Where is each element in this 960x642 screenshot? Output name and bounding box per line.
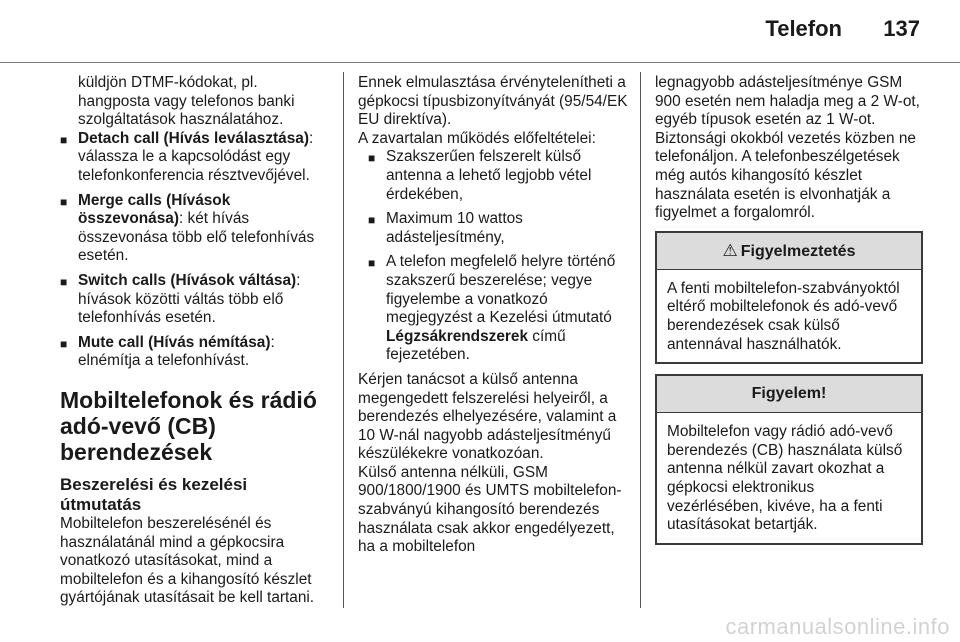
sub-heading: Beszerelési és kezelési útmutatás (60, 474, 248, 514)
bullet-icon: ■ (368, 151, 376, 166)
caution-text: Mobiltelefon vagy rádió adó-vevő berendezés (CB) használata külső antenna nélkül zavart okozhat a gépkocsi elektronikus vezérlésében, kivéve, ha a fenti utasításokat betartják. (667, 423, 903, 534)
list-item-power (368, 210, 628, 247)
warning-title: Figyelmeztetés (740, 242, 856, 260)
term-mute: Mute call (Hívás némítása) (78, 333, 271, 351)
bullet-text: A telefon megfelelő helyre történő szakszerű beszerelése; vegye figyelembe a vonatkozó megjegyzést a Kezelési útmutató (386, 253, 616, 327)
bullet-icon: ■ (60, 336, 68, 351)
desc-merge: : két hívás összevonása több elő telefonhívás esetén. (78, 210, 315, 265)
bullet-text: Szakszerűen felszerelt külső antenna a lehető legjobb vétel érdekében, (386, 148, 592, 203)
paragraph-4: Külső antenna nélküli, GSM 900/1800/1900 és UMTS mobiltelefon-szabványú kihangosító berendezés használata csak akkor engedélyezett, ha a mobiltelefon (358, 463, 622, 556)
header-rule (0, 62, 960, 63)
warning-header (657, 233, 921, 270)
bullet-icon: ■ (368, 213, 376, 228)
page-number: 137 (883, 16, 920, 41)
list-item-switch (60, 272, 332, 328)
caution-title: Figyelem! (657, 376, 921, 413)
bullet-icon: ■ (368, 256, 376, 271)
desc-detach: : válassza le a kapcsolódást egy telefonkonferencia résztvevőjével. (78, 129, 314, 184)
paragraph-1: Ennek elmulasztása érvénytelenítheti a gépkocsi típusbizonyítványát (95/54/EK EU direktíva). (358, 74, 628, 129)
bullet-text-end: című fejezetében. (386, 327, 566, 364)
bullet-icon: ■ (60, 274, 68, 289)
desc-mute: : elnémítja a telefonhívást. (78, 333, 275, 370)
caution-box (655, 374, 923, 545)
intro-text: küldjön DTMF-kódokat, pl. hangposta vagy telefonos banki szolgáltatások használatához. (78, 74, 295, 129)
section-title: Telefon (765, 16, 842, 41)
warning-triangle-icon: ⚠ (722, 240, 738, 260)
column-1 (60, 74, 332, 608)
column-2 (358, 74, 628, 557)
main-heading: Mobiltelefonok és rádió adó-vevő (CB) berendezések (60, 386, 317, 465)
term-detach: Detach call (Hívás leválasztása) (78, 129, 309, 147)
bullet-text: Maximum 10 wattos adásteljesítmény, (386, 210, 523, 246)
list-item-placement (368, 253, 628, 365)
paragraph-1: legnagyobb adásteljesítménye GSM 900 esetén nem haladja meg a 2 W-ot, egyéb típusok esetén az 1 W-ot. (655, 74, 920, 129)
page-header (0, 0, 960, 62)
term-merge: Merge calls (Hívások összevonása) (78, 191, 231, 228)
paragraph-3: Kérjen tanácsot a külső antenna megengedett felszerelési helyeiről, a berendezés elhelyezésére, valamint a 10 W-nál nagyobb adásteljesítményű készülékekre vonatkozóan. (358, 370, 617, 463)
install-paragraph: Mobiltelefon beszerelésénél és használatánál mind a gépkocsira vonatkozó utasításokat, mind a mobiltelefon és a kihangosító készlet gyártójának utasításait be kell tartani. (60, 514, 315, 607)
list-item-antenna (368, 148, 628, 204)
paragraph-2: Biztonsági okokból vezetés közben ne telefonáljon. A telefonbeszélgetések még autós kihangosító készlet használata esetén is elvonhatják a figyelmet a forgalomról. (655, 129, 916, 222)
bullet-icon: ■ (60, 132, 68, 147)
column-divider-2 (640, 72, 641, 608)
term-switch: Switch calls (Hívások váltása) (78, 271, 297, 289)
desc-switch: : hívások közötti váltás több elő telefonhívás esetén. (78, 271, 301, 327)
list-item-detach (60, 130, 332, 186)
column-3 (655, 74, 923, 545)
bullet-icon: ■ (60, 194, 68, 209)
warning-text: A fenti mobiltelefon-szabványoktól eltérő mobiltelefonok és adó-vevő berendezések csak külső antennával használhatók. (667, 279, 900, 353)
list-item-merge (60, 192, 332, 266)
watermark: carmanualsonline.info (725, 614, 950, 639)
warning-box (655, 231, 923, 364)
airbag-reference: Légzsákrendszerek (386, 327, 529, 345)
list-item-mute (60, 334, 332, 371)
column-divider-1 (343, 72, 344, 608)
paragraph-2: A zavartalan működés előfeltételei: (358, 129, 596, 147)
